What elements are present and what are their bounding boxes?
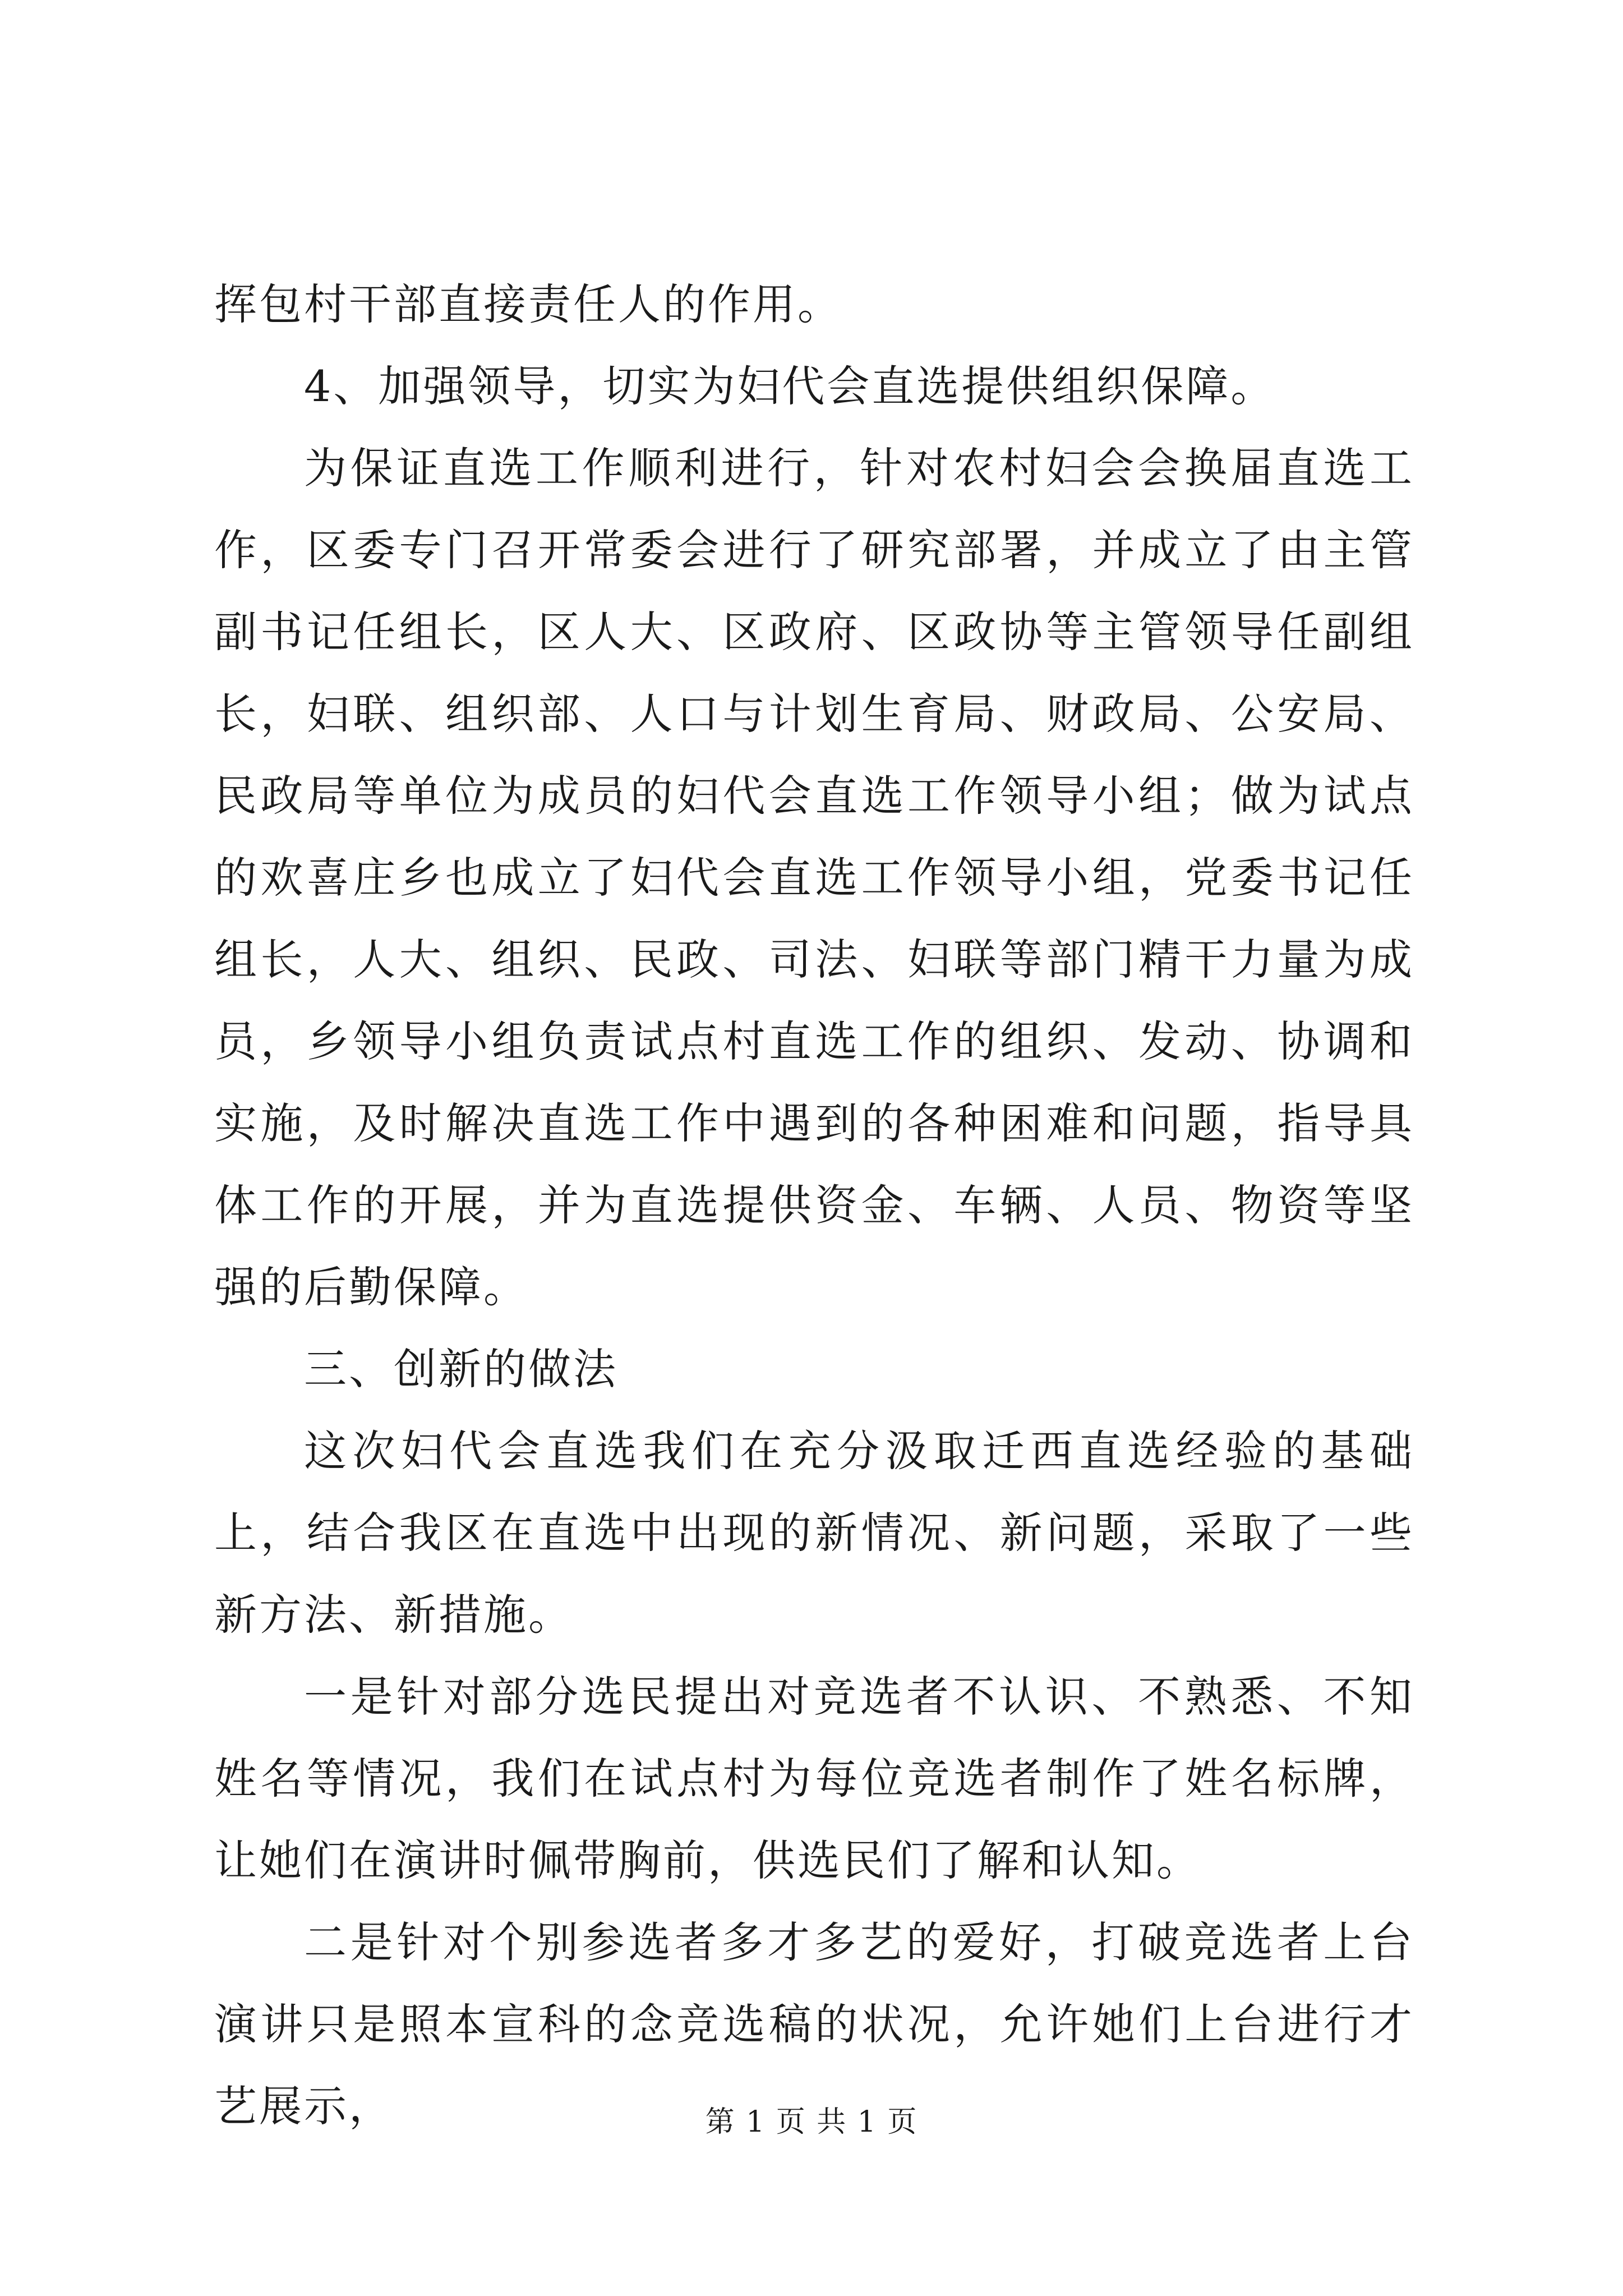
section-heading-3: 三、创新的做法 (304, 1344, 618, 1394)
paragraph-innovation-intro: 这次妇代会直选我们在充分汲取迁西直选经验的基础上，结合我区在直选中出现的新情况、新问题，采取了一些新方法、新措施。 (214, 1426, 1414, 1640)
paragraph-continuation: 挥包村干部直接责任人的作用。 (214, 279, 842, 329)
page-footer: 第 1 页 共 1 页 (705, 2105, 918, 2139)
paragraph-heading-4: 4、加强领导，切实为妇代会直选提供组织保障。 (304, 361, 1276, 411)
document-body (214, 264, 1414, 2147)
paragraph-point-one: 一是针对部分选民提出对竞选者不认识、不熟悉、不知姓名等情况，我们在试点村为每位竞选者制作了姓名标牌，让她们在演讲时佩带胸前，供选民们了解和认知。 (214, 1672, 1414, 1885)
paragraph-leadership: 为保证直选工作顺利进行，针对农村妇会会换届直选工作，区委专门召开常委会进行了研究部署，并成立了由主管副书记任组长，区人大、区政府、区政协等主管领导任副组长，妇联、组织部、人口与计划生育局、财政局、公安局、民政局等单位为成员的妇代会直选工作领导小组；做为试点的欢喜庄乡也成立了妇代会直选工作领导小组，党委书记任组长，人大、组织、民政、司法、妇联等部门精干力量为成员，乡领导小组负责试点村直选工作的组织、发动、协调和实施，及时解决直选工作中遇到的各种困难和问题，指导具体工作的开展，并为直选提供资金、车辆、人员、物资等坚强的后勤保障。 (214, 443, 1414, 1312)
paragraph-point-two: 二是针对个别参选者多才多艺的爱好，打破竞选者上台演讲只是照本宣科的念竞选稿的状况，允许她们上台进行才艺展示， (214, 1917, 1414, 2131)
